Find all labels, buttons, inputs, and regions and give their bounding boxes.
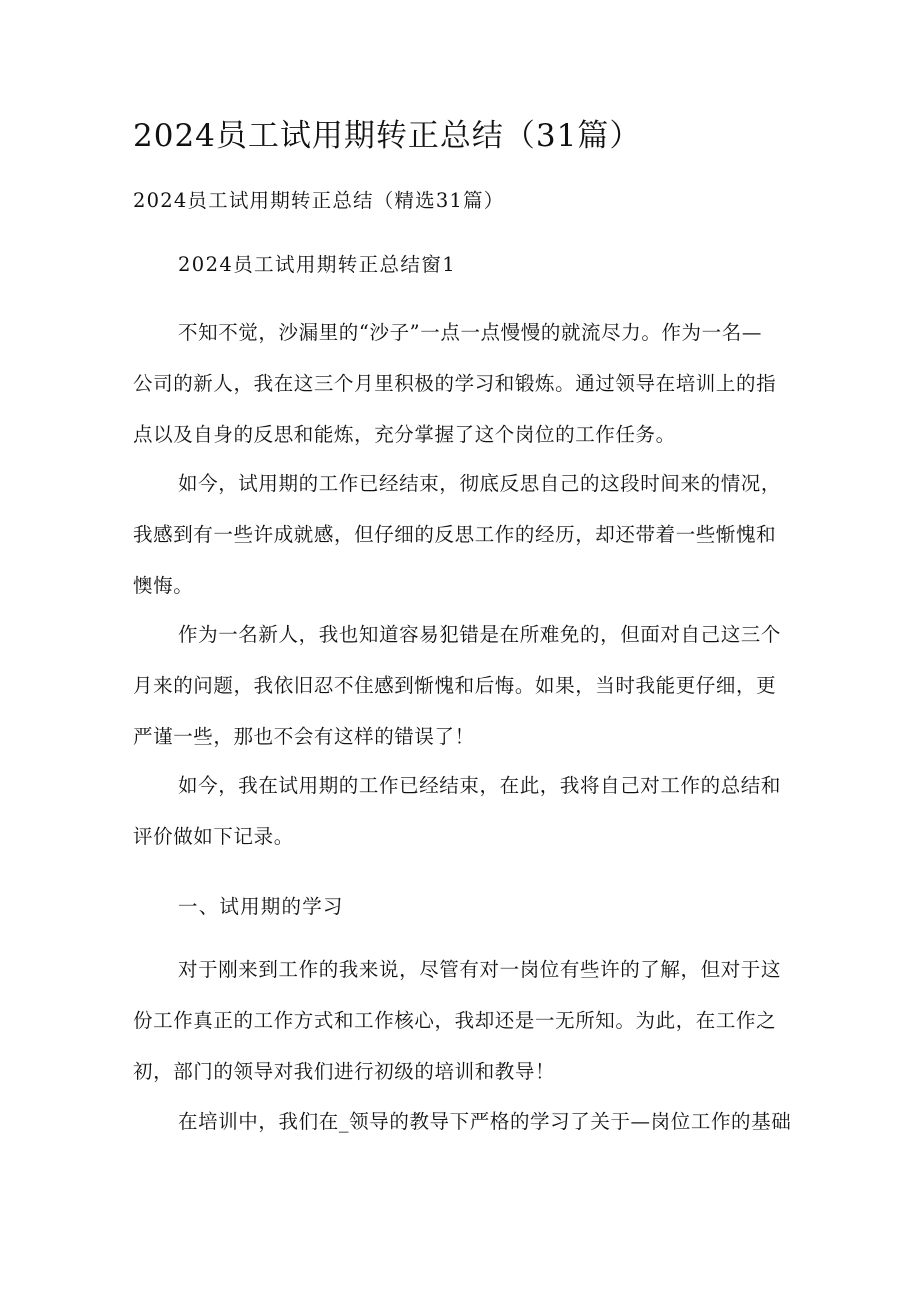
subsection-heading: 一、试用期的学习	[178, 895, 344, 918]
paragraph-3	[133, 609, 788, 762]
paragraph-line: 对于刚来到工作的我来说，尽管有对一岗位有些许的了解，但对于这	[178, 958, 782, 981]
paragraph-line: 点以及自身的反思和能炼，充分掌握了这个岗位的工作任务。	[133, 423, 676, 446]
document-title: 2024员工试用期转正总结（31篇）	[133, 118, 642, 154]
paragraph-line: 如今，我在试用期的工作已经结束，在此，我将自己对工作的总结和	[178, 774, 782, 797]
paragraph-line: 我感到有一些许成就感，但仔细的反思工作的经历，却还带着一些惭愧和	[133, 523, 777, 546]
paragraph-7	[133, 1096, 792, 1147]
paragraph-line: 在培训中，我们在_领导的教导下严格的学习了关于—岗位工作的基础	[178, 1110, 792, 1133]
paragraph-line: 评价做如下记录。	[133, 825, 294, 848]
paragraph-line: 份工作真正的工作方式和工作核心，我却还是一无所知。为此，在工作之	[133, 1009, 777, 1032]
paragraph-line: 如今，试用期的工作已经结束，彻底反思自己的这段时间来的情况，	[178, 472, 782, 495]
document-subtitle: 2024员工试用期转正总结（精选31篇）	[133, 189, 505, 212]
paragraph-line: 月来的问题，我依旧忍不住感到惭愧和后悔。如果，当时我能更仔细，更	[133, 674, 777, 697]
section-title: 2024员工试用期转正总结窗1	[178, 253, 457, 276]
paragraph-4	[133, 760, 788, 862]
paragraph-2	[133, 458, 788, 611]
paragraph-line: 不知不觉，沙漏里的“沙子”一点一点慢慢的就流尽力。作为一名—	[178, 321, 762, 344]
paragraph-line: 严谨一些，那也不会有这样的错误了！	[133, 725, 475, 748]
paragraph-line: 懊悔。	[133, 574, 194, 597]
paragraph-6	[133, 944, 788, 1097]
paragraph-1	[133, 307, 788, 460]
paragraph-line: 作为一名新人，我也知道容易犯错是在所难免的，但面对自己这三个	[178, 623, 782, 646]
paragraph-line: 公司的新人，我在这三个月里积极的学习和锻炼。通过领导在培训上的指	[133, 372, 777, 395]
paragraph-line: 初，部门的领导对我们进行初级的培训和教导！	[133, 1060, 556, 1083]
